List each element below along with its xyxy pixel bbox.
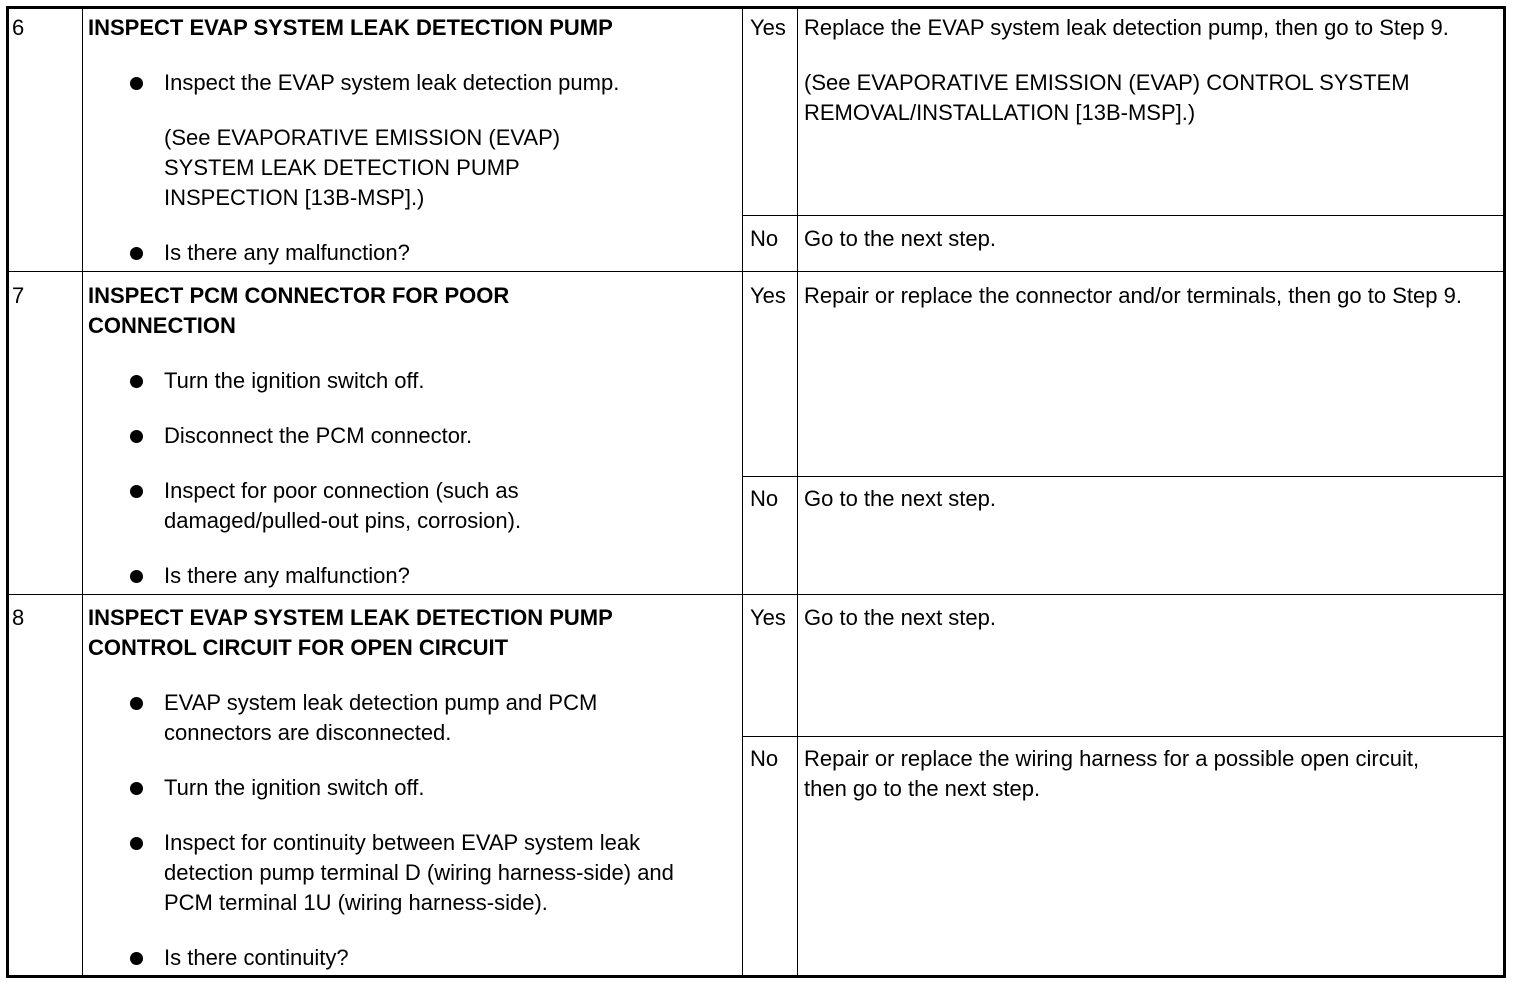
- column-divider-action: [742, 6, 743, 978]
- yes-no-divider-8: [742, 736, 1506, 737]
- bullet-icon: [130, 430, 143, 443]
- list-item: [164, 943, 734, 973]
- list-item-text: Inspect for poor connection (such as damaged/pulled-out pins, corrosion).: [164, 478, 522, 533]
- list-item-text: EVAP system leak detection pump and PCM connectors are disconnected.: [164, 690, 598, 745]
- yes-no-divider-7: [742, 476, 1506, 477]
- list-item-text: Inspect the EVAP system leak detection pump.: [164, 70, 620, 95]
- list-item-text: Turn the ignition switch off.: [164, 368, 425, 393]
- step-title: INSPECT EVAP SYSTEM LEAK DETECTION PUMP: [88, 15, 613, 40]
- no-label: No: [750, 486, 779, 511]
- list-item: [164, 561, 734, 591]
- yes-action: Go to the next step.: [804, 605, 997, 630]
- yes-label: Yes: [750, 283, 786, 308]
- list-item: [164, 476, 594, 536]
- bullet-icon: [130, 782, 143, 795]
- list-item: [164, 828, 724, 918]
- list-item-text: Is there continuity?: [164, 945, 349, 970]
- no-action: Repair or replace the wiring harness for a possible open circuit, then go to the next step.: [804, 746, 1420, 801]
- row-divider-6-7: [6, 271, 1506, 272]
- no-label: No: [750, 746, 779, 771]
- list-item: [164, 421, 734, 451]
- list-item-text: Inspect for continuity between EVAP system leak detection pump terminal D (wiring harness-side) and PCM terminal 1U (wiring harness-side).: [164, 830, 674, 915]
- yes-action-reference: (See EVAPORATIVE EMISSION (EVAP) CONTROL SYSTEM REMOVAL/INSTALLATION [13B-MSP].): [804, 70, 1410, 125]
- list-item-text: Disconnect the PCM connector.: [164, 423, 473, 448]
- column-divider-result: [797, 6, 798, 978]
- bullet-icon: [130, 247, 143, 260]
- bullet-icon: [130, 77, 143, 90]
- step-number: 8: [12, 605, 25, 630]
- bullet-icon: [130, 570, 143, 583]
- yes-no-divider-6: [742, 215, 1506, 216]
- yes-label: Yes: [750, 15, 786, 40]
- list-item: [164, 366, 734, 396]
- no-action: Go to the next step.: [804, 226, 997, 251]
- yes-label: Yes: [750, 605, 786, 630]
- no-label: No: [750, 226, 779, 251]
- list-item-text: Is there any malfunction?: [164, 563, 410, 588]
- yes-action: Repair or replace the connector and/or terminals, then go to Step 9.: [804, 283, 1462, 308]
- list-item: [164, 238, 734, 268]
- list-item-text: Turn the ignition switch off.: [164, 775, 425, 800]
- no-action: Go to the next step.: [804, 486, 997, 511]
- step-number: 6: [12, 15, 25, 40]
- bullet-icon: [130, 485, 143, 498]
- bullet-icon: [130, 697, 143, 710]
- bullet-icon: [130, 952, 143, 965]
- reference-note: (See EVAPORATIVE EMISSION (EVAP) SYSTEM LEAK DETECTION PUMP INSPECTION [13B-MSP].): [164, 125, 561, 210]
- column-divider-step: [82, 6, 83, 978]
- yes-action-text: Replace the EVAP system leak detection pump, then go to Step 9.: [804, 15, 1449, 40]
- list-item: [164, 773, 734, 803]
- step-title: INSPECT EVAP SYSTEM LEAK DETECTION PUMP CONTROL CIRCUIT FOR OPEN CIRCUIT: [88, 605, 613, 660]
- list-item: [164, 68, 734, 98]
- yes-action: [804, 13, 1464, 128]
- step-number: 7: [12, 283, 25, 308]
- bullet-icon: [130, 837, 143, 850]
- list-item: [164, 688, 684, 748]
- bullet-icon: [130, 375, 143, 388]
- row-divider-7-8: [6, 594, 1506, 595]
- step-title: INSPECT PCM CONNECTOR FOR POOR CONNECTION: [88, 283, 510, 338]
- list-item-text: Is there any malfunction?: [164, 240, 410, 265]
